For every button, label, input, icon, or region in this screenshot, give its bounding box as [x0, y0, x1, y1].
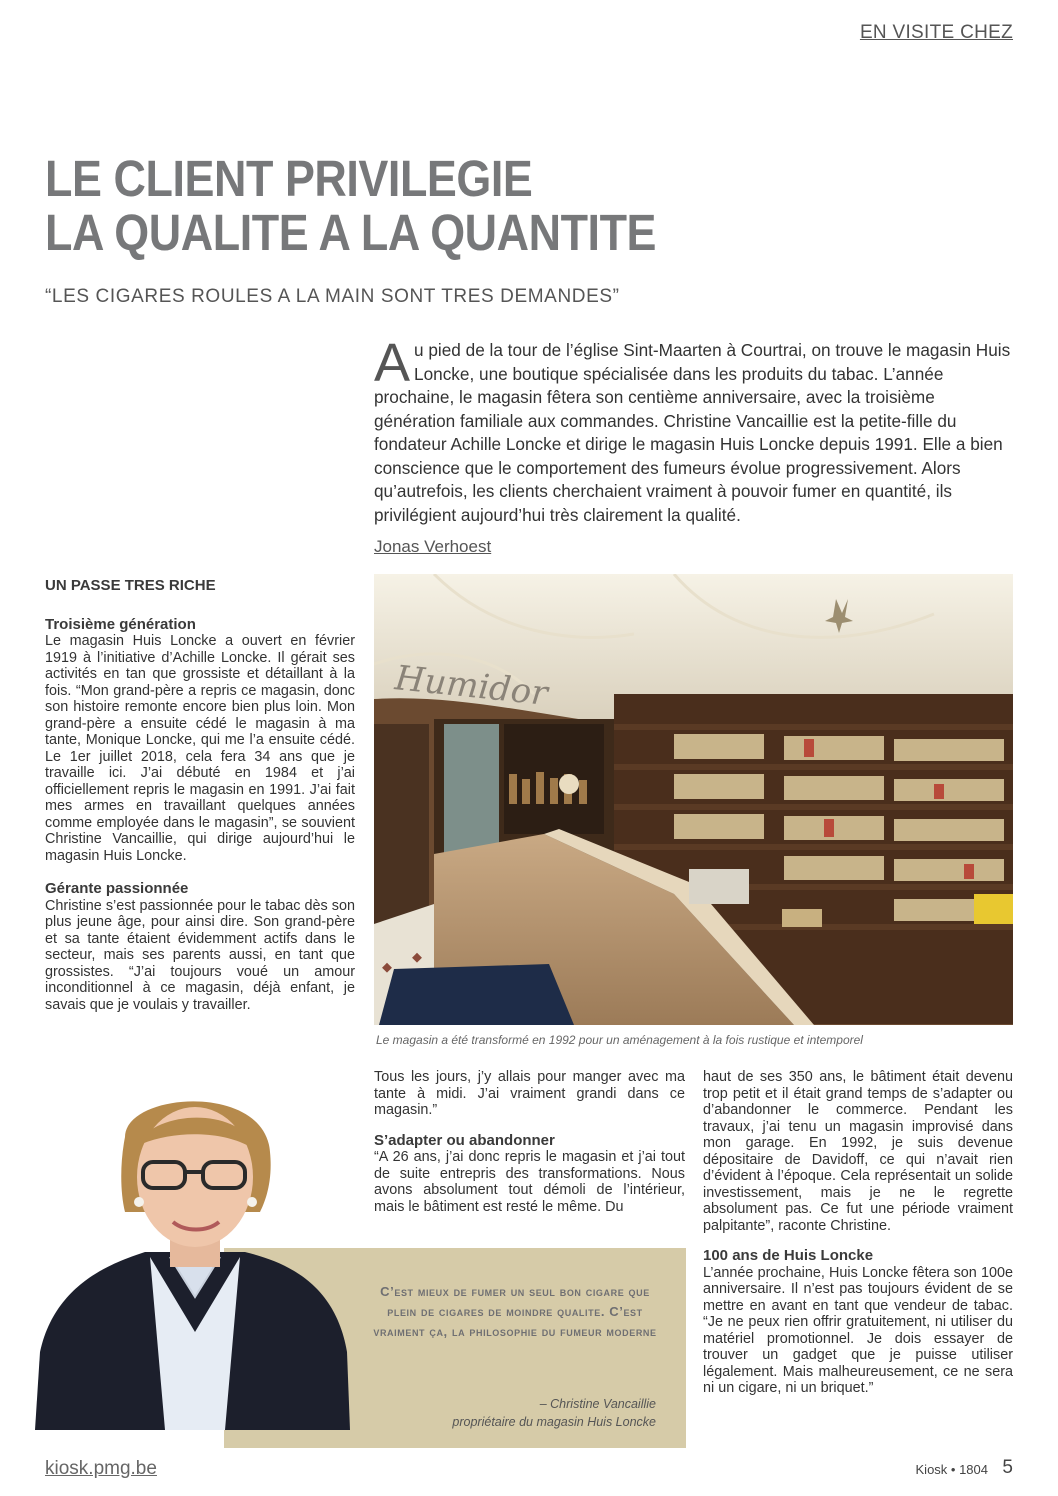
subheading-100-ans: 100 ans de Huis Loncke [703, 1247, 874, 1264]
humidor-sign: Humidor [393, 658, 550, 714]
pull-quote-attribution [440, 1395, 656, 1431]
column-middle [374, 1069, 685, 1215]
portrait-christine [35, 1082, 350, 1430]
title-line-2: LA QUALITE A LA QUANTITE [45, 204, 657, 261]
title-line-1: LE CLIENT PRIVILEGIE [45, 150, 533, 207]
pull-quote-text: C’est mieux de fumer un seul bon cigare que plein de cigares de moindre qualite. C’est vraiment ça, la philosophie du fumeur moderne [373, 1284, 657, 1339]
paragraph-gerante: Christine s’est passionnée pour le tabac dès son plus jeune âge, pour ainsi dire. Son grand-père et sa tante étaient évidemment actifs dans le secteur, mais ses parents aussi, en tant que grossistes. “J’ai toujours voué un amour inconditionnel à ce magasin, déjà enfant, je savais que je voulais y travailler. [45, 897, 355, 1013]
column-left [45, 578, 355, 1013]
shop-photo [374, 574, 1013, 1025]
subheading-adapter: S’adapter ou abandonner [374, 1131, 555, 1149]
page-number: 5 [1002, 1457, 1013, 1478]
section-tag: EN VISITE CHEZ [859, 22, 1013, 43]
paragraph-100-ans: L’année prochaine, Huis Loncke fêtera son 100e anniversaire. Il n’est pas toujours évident de se mettre en avant en tant que vendeur de tabac. “Je ne peux rien offrir gratuitement, ni utiliser du matériel promotionnel. Je dois essayer de trouver un gadget que je puisse utiliser légalement. Mais malheureusement, ce ne sera ni un cigare, ni un briquet.” [703, 1264, 1013, 1396]
paragraph-mid-continued: Tous les jours, j’y allais pour manger avec ma tante à midi. J’ai vraiment grandi dans ce magasin.” [374, 1069, 685, 1118]
portrait-illustration [35, 1082, 350, 1430]
quote-author: – Christine Vancaillie [539, 1397, 656, 1411]
article-title [45, 152, 837, 260]
section-heading: UN PASSE TRES RICHE [45, 577, 216, 594]
quote-author-role: propriétaire du magasin Huis Loncke [452, 1415, 656, 1429]
paragraph-troisieme: Le magasin Huis Loncke a ouvert en février 1919 à l’initiative d’Achille Loncke. Il gérait ses activités en tan que grossiste et détaillant à la fois. “Mon grand-père a repris ce magasin, donc son histoire remonte encore bien plus loin. Mon grand-père a ensuite cédé le magasin à ma tante, Monique Loncke, qui me l’a ensuite cédé. Le 1er juillet 2018, cela fera 34 ans que je travaille ici. J’ai débuté en 1984 et j’ai officiellement repris le magasin en 1991. J’ai fait mes armes en travaillant quelques années comme employée dans le magasin”, se souvient Christine Vancaillie, qui dirige aujourd’hui le magasin Huis Loncke. [45, 633, 355, 864]
dropcap: A [374, 333, 411, 393]
footer-issue: Kiosk • 1804 [915, 1462, 988, 1477]
author-link[interactable]: Jonas Verhoest [374, 537, 492, 556]
subheading-gerante: Gérante passionnée [45, 880, 189, 897]
article-subtitle: “LES CIGARES ROULES A LA MAIN SONT TRES DEMANDES” [45, 286, 620, 307]
photo-caption: Le magasin a été transformé en 1992 pour un aménagement à la fois rustique et intemporel [376, 1033, 863, 1047]
subheading-troisieme: Troisième génération [45, 615, 196, 633]
intro-paragraph [374, 333, 1014, 527]
column-right [703, 1069, 1013, 1397]
intro-text: u pied de la tour de l’église Sint-Maarten à Courtrai, on trouve le magasin Huis Loncke, une boutique spécialisée dans les produits du tabac. L’année prochaine, le magasin fêtera son centième anniversaire, avec la troisième génération familiale aux commandes. Christine Vancaillie est la petite-fille du fondateur Achille Loncke et dirige le magasin Huis Loncke depuis 1991. Elle a bien conscience que le comportement des fumeurs évolue progressivement. Alors qu’autrefois, les clients cherchaient vraiment à pouvoir fumer en quantité, ils privilégient aujourd’hui très clairement la qualité. [374, 340, 1011, 525]
footer-website-link[interactable]: kiosk.pmg.be [45, 1458, 157, 1479]
shop-interior-illustration [374, 574, 1013, 1025]
paragraph-adapter: “A 26 ans, j’ai donc repris le magasin et j’ai tout de suite entrepris des transformations. Nous avons absolument tout démoli de l’intérieur, mais le bâtiment est resté le même. Du [374, 1149, 685, 1215]
paragraph-right-continued: haut de ses 350 ans, le bâtiment était devenu trop petit et il était grand temps de s’adapter ou d’abandonner le commerce. Pendant les travaux, j’ai tenu un magasin improvisé dans mon garage. En 1992, je suis devenue dépositaire de Davidoff, ce qui n’avait rien d’évident à l’époque. Cela représentait un solide investissement, mais je ne le regrette absolument pas. Ce fut une période vraiment palpitante”, raconte Christine. [703, 1069, 1013, 1234]
